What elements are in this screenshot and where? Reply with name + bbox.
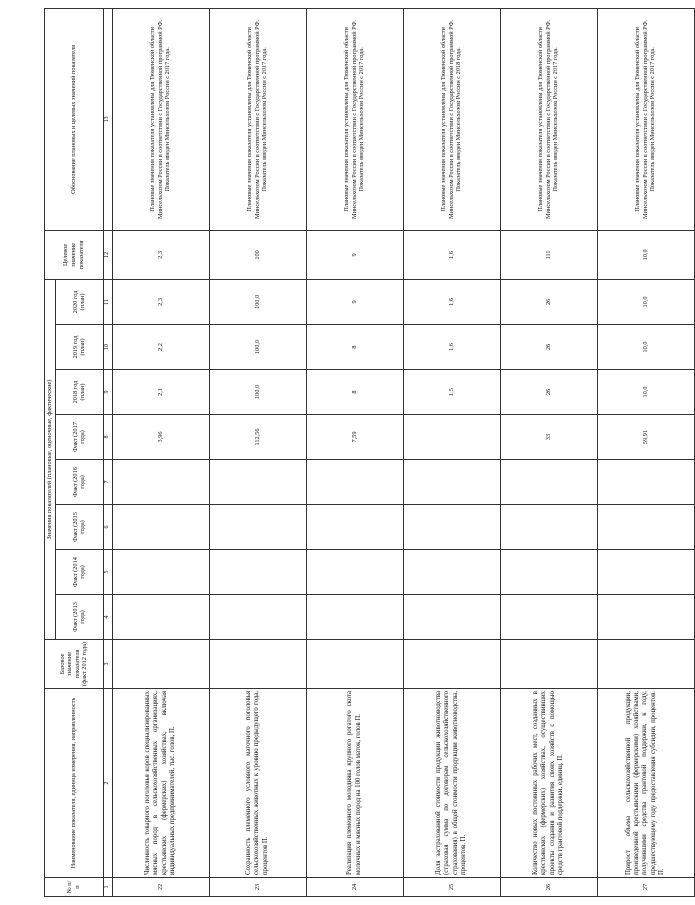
row-2013 bbox=[597, 595, 694, 640]
row-2020: 100,0 bbox=[209, 279, 306, 324]
row-2017: 7,59 bbox=[306, 415, 403, 460]
header-values-group: Значения показателей (плановые, оценочные, фактические) bbox=[45, 279, 56, 639]
column-number: 2 bbox=[103, 689, 112, 878]
row-2018: 10,0 bbox=[597, 370, 694, 415]
table-row bbox=[597, 8, 694, 896]
row-2020: 9 bbox=[306, 279, 403, 324]
header-target: Целевое значение показателя bbox=[45, 230, 104, 279]
header-year: Факт (2017 года) bbox=[55, 415, 103, 460]
row-2019: 10,0 bbox=[597, 325, 694, 370]
row-2018: 8 bbox=[306, 370, 403, 415]
row-target: 9 bbox=[306, 230, 403, 279]
row-num: 22 bbox=[112, 878, 209, 897]
row-basis: Плановые значения показателя установлены для Тюменской области Минсельхозом России в соответствии с Государственной программой РФ. Показатель введен Минсельхозом России с 2017 года. bbox=[306, 8, 403, 230]
header-year: Факт (2014 года) bbox=[55, 550, 103, 595]
row-2020: 26 bbox=[500, 279, 597, 324]
row-2014 bbox=[403, 550, 500, 595]
header-year: 2018 год (план) bbox=[55, 370, 103, 415]
table-row bbox=[112, 8, 209, 896]
header-basis: Обоснование плановых и целевых значений показателя bbox=[45, 8, 104, 230]
row-2018: 2,1 bbox=[112, 370, 209, 415]
row-base bbox=[306, 640, 403, 689]
row-base bbox=[403, 640, 500, 689]
column-number: 3 bbox=[103, 640, 112, 689]
row-2015 bbox=[500, 505, 597, 550]
row-2015 bbox=[306, 505, 403, 550]
table-row bbox=[306, 8, 403, 896]
row-target: 111 bbox=[500, 230, 597, 279]
row-2019: 26 bbox=[500, 325, 597, 370]
row-indicator-name: Численность товарного поголовья коров специализированных мясных пород в сельскохозяйственных организациях, крестьянских (фермерских) хозяйствах, включая индивидуальных предпринимателей, тыс. голов, П. bbox=[112, 689, 209, 878]
header-year: Факт (2015 года) bbox=[55, 505, 103, 550]
row-target: 100 bbox=[209, 230, 306, 279]
row-base bbox=[112, 640, 209, 689]
row-num: 25 bbox=[403, 878, 500, 897]
row-base bbox=[597, 640, 694, 689]
column-number: 1 bbox=[103, 878, 112, 897]
row-2018: 1,5 bbox=[403, 370, 500, 415]
row-2015 bbox=[209, 505, 306, 550]
row-num: 24 bbox=[306, 878, 403, 897]
row-basis: Плановые значения показателя установлены для Тюменской области Минсельхозом России в соответствии с Государственной программой РФ. Показатель введен Минсельхозом России с 2017 года. bbox=[597, 8, 694, 230]
row-2019: 100,0 bbox=[209, 325, 306, 370]
row-2018: 100,0 bbox=[209, 370, 306, 415]
row-2017: 112,56 bbox=[209, 415, 306, 460]
row-2014 bbox=[597, 550, 694, 595]
row-2014 bbox=[112, 550, 209, 595]
row-indicator-name: Прирост объема сельскохозяйственной продукции, произведенной крестьянскими (фермерскими) хозяйствами, получившими средства грантовой поддержки, к году, предшествующему году предоставления субсидии, процентов. П. bbox=[597, 689, 694, 878]
column-number: 10 bbox=[103, 325, 112, 370]
row-2020: 1,6 bbox=[403, 279, 500, 324]
header-year: Факт (2013 года) bbox=[55, 595, 103, 640]
column-number: 13 bbox=[103, 8, 112, 230]
row-2016 bbox=[403, 460, 500, 505]
row-2018: 26 bbox=[500, 370, 597, 415]
header-year: 2019 год (план) bbox=[55, 325, 103, 370]
row-2013 bbox=[500, 595, 597, 640]
row-2015 bbox=[112, 505, 209, 550]
row-2019: 1,6 bbox=[403, 325, 500, 370]
row-indicator-name: Реализация племенного молодняка крупного рогатого скота молочных и мясных пород на 100 голов маток, голов П. bbox=[306, 689, 403, 878]
row-num: 26 bbox=[500, 878, 597, 897]
table-row bbox=[209, 8, 306, 896]
row-2016 bbox=[306, 460, 403, 505]
row-indicator-name: Доля застрахованной стоимости продукции животноводства (страховая сумма по договорам сельскохозяйственного страхования) в общей стоимости продукции животноводства, процентов. П. bbox=[403, 689, 500, 878]
row-num: 23 bbox=[209, 878, 306, 897]
column-number: 11 bbox=[103, 279, 112, 324]
row-2020: 10,0 bbox=[597, 279, 694, 324]
header-num: № п/п bbox=[45, 878, 104, 897]
header-base: Базовое значение показателя (факт 2012 года) bbox=[45, 640, 104, 689]
row-2020: 2,3 bbox=[112, 279, 209, 324]
header-year: Факт (2016 года) bbox=[55, 460, 103, 505]
column-number: 12 bbox=[103, 230, 112, 279]
column-number: 4 bbox=[103, 595, 112, 640]
row-2017 bbox=[403, 415, 500, 460]
row-2015 bbox=[403, 505, 500, 550]
row-num: 27 bbox=[597, 878, 694, 897]
row-2016 bbox=[209, 460, 306, 505]
table-row bbox=[500, 8, 597, 896]
header-year: 2020 год (план) bbox=[55, 279, 103, 324]
row-2017: 33 bbox=[500, 415, 597, 460]
row-2017: 3,96 bbox=[112, 415, 209, 460]
row-basis: Плановые значения показателя установлены для Тюменской области Минсельхозом России в соответствии с Государственной программой РФ. Показатель введен Минсельхозом России с 2017 года. bbox=[209, 8, 306, 230]
row-indicator-name: Сохранность племенного условного маточного поголовья сельскохозяйственных животных к уровню предыдущего года, процентов П. bbox=[209, 689, 306, 878]
row-2013 bbox=[306, 595, 403, 640]
row-2019: 8 bbox=[306, 325, 403, 370]
column-number: 9 bbox=[103, 370, 112, 415]
row-basis: Плановые значения показателя установлены для Тюменской области Минсельхозом России в соответствии с Государственной программой РФ. Показатель введен Минсельхозом России с 2018 года. bbox=[403, 8, 500, 230]
header-name: Наименование показателя, единица измерения, направленность bbox=[45, 689, 104, 878]
row-2013 bbox=[112, 595, 209, 640]
row-2019: 2,2 bbox=[112, 325, 209, 370]
row-2013 bbox=[403, 595, 500, 640]
row-2013 bbox=[209, 595, 306, 640]
row-target: 1,6 bbox=[403, 230, 500, 279]
row-2017: 59,91 bbox=[597, 415, 694, 460]
row-indicator-name: Количество новых постоянных рабочих мест, созданных в крестьянских (фермерских) хозяйствах, осуществивших проекты создания и развития своих хозяйств с помощью средств грантовой поддержки, единиц. П. bbox=[500, 689, 597, 878]
row-2014 bbox=[500, 550, 597, 595]
row-target: 2,3 bbox=[112, 230, 209, 279]
row-2016 bbox=[597, 460, 694, 505]
column-number: 8 bbox=[103, 415, 112, 460]
row-target: 10,0 bbox=[597, 230, 694, 279]
table-row bbox=[403, 8, 500, 896]
row-2014 bbox=[209, 550, 306, 595]
indicators-table bbox=[44, 8, 695, 897]
row-base bbox=[500, 640, 597, 689]
row-basis: Плановые значения показателя установлены для Тюменской области Минсельхозом России в соответствии с Государственной программой РФ. Показатель введен Минсельхозом России с 2017 года. bbox=[500, 8, 597, 230]
column-number: 5 bbox=[103, 550, 112, 595]
column-number: 7 bbox=[103, 460, 112, 505]
row-2015 bbox=[597, 505, 694, 550]
row-basis: Плановые значения показателя установлены для Тюменской области Минсельхозом России в соответствии с Государственной программой РФ. Показатель введен Минсельхозом России с 2017 года. bbox=[112, 8, 209, 230]
row-2016 bbox=[500, 460, 597, 505]
row-base bbox=[209, 640, 306, 689]
row-2014 bbox=[306, 550, 403, 595]
row-2016 bbox=[112, 460, 209, 505]
column-number: 6 bbox=[103, 505, 112, 550]
